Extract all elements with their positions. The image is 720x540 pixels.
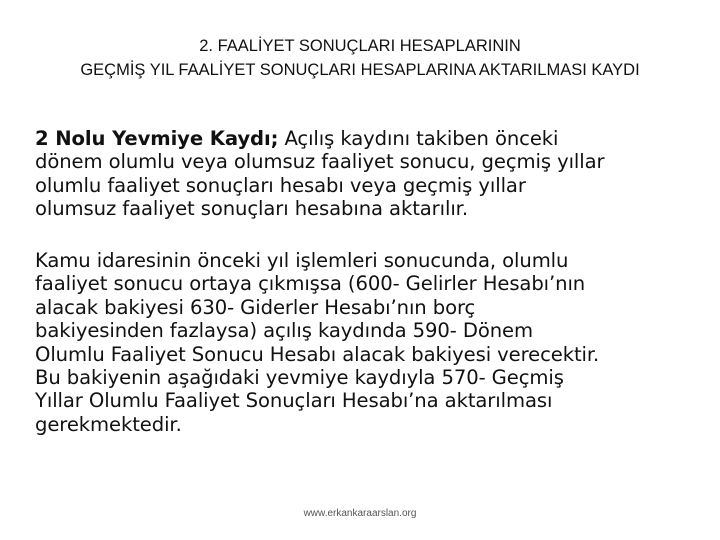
title-line-1: 2. FAALİYET SONUÇLARI HESAPLARININ <box>199 37 521 55</box>
paragraph-line: olumsuz faaliyet sonuçları hesabına aktarılır. <box>35 197 468 221</box>
paragraph-line: Olumlu Faaliyet Sonucu Hesabı alacak bakiyesi verecektir. <box>35 342 600 366</box>
paragraph-line: Bu bakiyenin aşağıdaki yevmiye kaydıyla 570- Geçmiş <box>35 366 564 390</box>
page-title <box>0 34 720 82</box>
paragraph-line: dönem olumlu veya olumsuz faaliyet sonucu, geçmiş yıllar <box>35 150 605 174</box>
paragraph-line: Kamu idaresinin önceki yıl işlemleri sonucunda, olumlu <box>35 249 569 272</box>
paragraph-explanation <box>35 249 703 436</box>
footer-url: www.erkankaraarslan.org <box>303 508 417 519</box>
paragraph-line: olumlu faaliyet sonuçları hesabı veya geçmiş yıllar <box>35 173 526 197</box>
title-line-2: GEÇMİŞ YIL FAALİYET SONUÇLARI HESAPLARINA AKTARILMASI KAYDI <box>80 61 640 79</box>
paragraph-line: alacak bakiyesi 630- Giderler Hesabı’nın borç <box>35 295 476 319</box>
paragraph-line: faaliyet sonucu ortaya çıkmışsa (600- Gelirler Hesabı’nın <box>35 272 586 296</box>
bold-lead: 2 Nolu Yevmiye Kaydı; <box>35 127 279 150</box>
paragraph-line: gerekmektedir. <box>35 412 182 436</box>
lead-rest: Açılış kaydını takiben önceki <box>278 127 559 150</box>
paragraph-yevmiye-kaydi <box>35 127 703 221</box>
paragraph-line: bakiyesinden fazlaysa) açılış kaydında 590- Dönem <box>35 319 533 343</box>
paragraph-line <box>35 127 703 150</box>
paragraph-line: Yıllar Olumlu Faaliyet Sonuçları Hesabı’na aktarılması <box>35 389 553 413</box>
